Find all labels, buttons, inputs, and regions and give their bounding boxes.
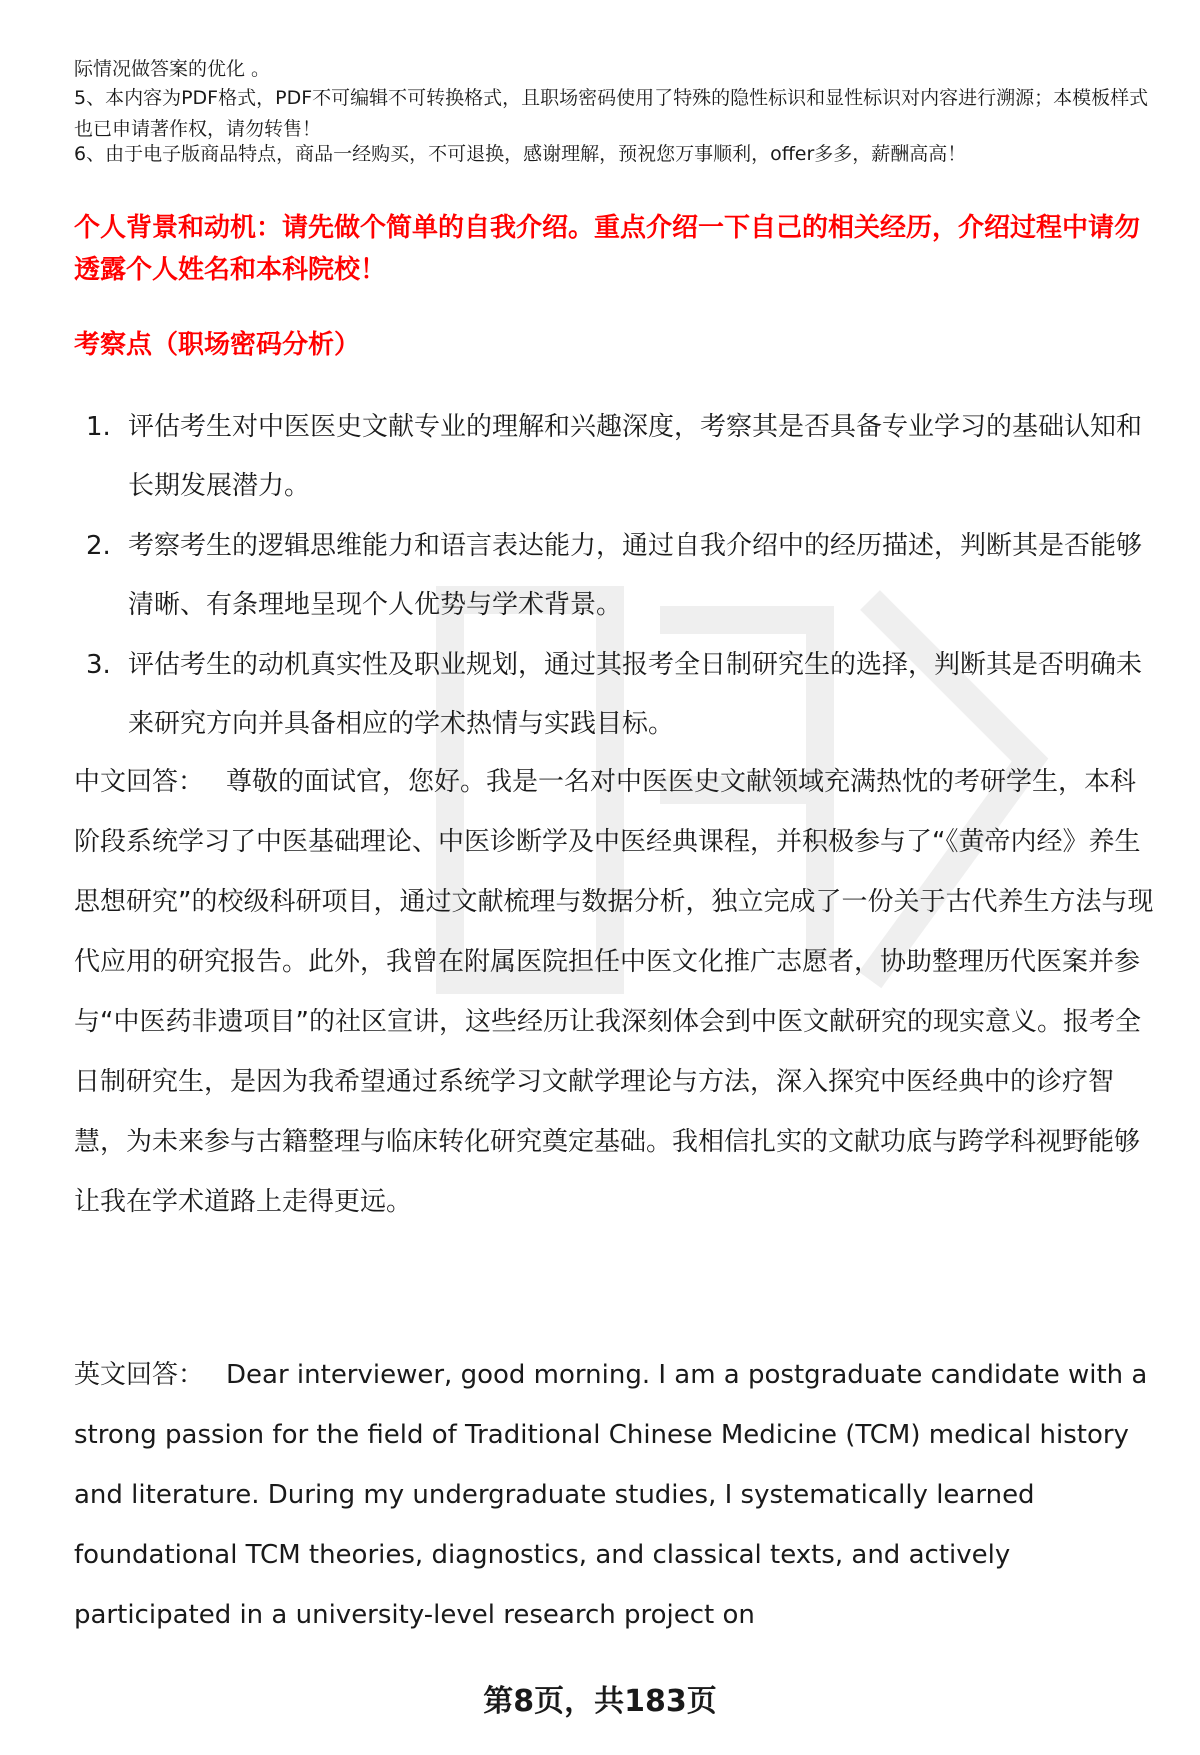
list-number: 1. <box>86 412 111 442</box>
list-item <box>74 636 1154 754</box>
english-answer-label: 英文回答： <box>74 1360 205 1390</box>
list-item <box>74 517 1154 635</box>
list-text: 考察考生的逻辑思维能力和语言表达能力，通过自我介绍中的经历描述，判断其是否能够清晰、有条理地呈现个人优势与学术背景。 <box>128 531 1143 620</box>
list-number: 3. <box>86 650 111 680</box>
english-answer-text: Dear interviewer, good morning. I am a postgraduate candidate with a strong passion for the field of Traditional Chinese Medicine (TCM) medical history and literature. During my undergraduate studies, I systematically learned foundational TCM theories, diagnostics, and classical texts, and actively participated in a university-level research project on <box>74 1360 1148 1630</box>
list-text: 评估考生对中医医史文献专业的理解和兴趣深度，考察其是否具备专业学习的基础认知和长期发展潜力。 <box>128 412 1143 501</box>
list-item <box>74 398 1154 516</box>
assessment-points-list <box>74 398 1154 755</box>
note-item-6: 6、由于电子版商品特点，商品一经购买，不可退换，感谢理解，预祝您万事顺利，offer多多，薪酬高高！ <box>74 143 967 165</box>
list-text: 评估考生的动机真实性及职业规划，通过其报考全日制研究生的选择，判断其是否明确未来研究方向并具备相应的学术热情与实践目标。 <box>128 650 1143 739</box>
question-title: 个人背景和动机：请先做个简单的自我介绍。重点介绍一下自己的相关经历，介绍过程中请勿透露个人姓名和本科院校！ <box>74 213 1141 285</box>
note-line-1: 际情况做答案的优化 。 <box>74 58 271 80</box>
points-heading: 考察点（职场密码分析） <box>74 330 361 360</box>
chinese-answer-text: 尊敬的面试官，您好。我是一名对中医医史文献领域充满热忱的考研学生，本科阶段系统学习了中医基础理论、中医诊断学及中医经典课程，并积极参与了“《黄帝内经》养生思想研究”的校级科研项目，通过文献梳理与数据分析，独立完成了一份关于古代养生方法与现代应用的研究报告。此外，我曾在附属医院担任中医文化推广志愿者，协助整理历代医案并参与“中医药非遗项目”的社区宣讲，这些经历让我深刻体会到中医文献研究的现实意义。报考全日制研究生，是因为我希望通过系统学习文献学理论与方法，深入探究中医经典中的诊疗智慧，为未来参与古籍整理与临床转化研究奠定基础。我相信扎实的文献功底与跨学科视野能够让我在学术道路上走得更远。 <box>74 767 1154 1217</box>
chinese-answer <box>74 752 1154 1232</box>
list-number: 2. <box>86 531 111 561</box>
page-number: 第8页，共183页 <box>483 1684 717 1719</box>
chinese-answer-label: 中文回答： <box>74 767 205 797</box>
note-item-5: 5、本内容为PDF格式，PDF不可编辑不可转换格式，且职场密码使用了特殊的隐性标识和显性标识对内容进行溯源；本模板样式也已申请著作权，请勿转售！ <box>74 87 1149 140</box>
english-answer <box>74 1345 1154 1645</box>
